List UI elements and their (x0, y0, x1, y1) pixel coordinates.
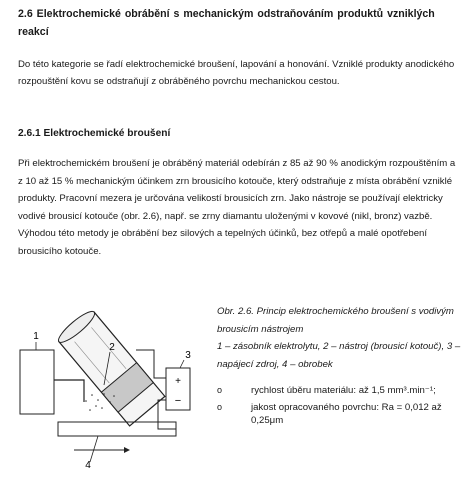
figure-label-3: 3 (185, 350, 191, 361)
bullet-text: rychlost úběru materiálu: až 1,5 mm³.min⁻¹; (251, 385, 436, 396)
bullet-item (217, 384, 462, 397)
figure-caption (217, 303, 462, 373)
bullet-item (217, 401, 462, 427)
electrolyte-reservoir (20, 350, 54, 414)
section-heading-2-6-1: 2.6.1 Elektrochemické broušení (18, 128, 171, 139)
bullet-text: jakost opracovaného povrchu: Ra = 0,012 až 0,25μm (251, 402, 442, 426)
figure-label-4: 4 (85, 460, 91, 470)
intro-paragraph: Do této kategorie se řadí elektrochemické broušení, lapování a honování. Vzniklé produkty anodického rozpouštění kovu se odstraňují z obráběného povrchu mechanickou cestou. (18, 59, 455, 88)
figure-caption-title: Obr. 2.6. Princip elektrochemického broušení s vodivým brousicím nástrojem (217, 306, 454, 335)
electrolyte-pipe (54, 380, 84, 402)
wire-negative (158, 400, 176, 429)
figure-2-6-diagram (14, 290, 214, 470)
body-paragraph: Při elektrochemickém broušení je obráběný materiál odebírán z 85 až 90 % anodickým rozpouštěním a z 10 až 15 % mechanickým účinkem zrn brousicího kotouče, který odstraňuje z místa obrábění vzniklé produkty. Pracovní mezera je určována velikostí brousicích zrn. Jako nástroje se používají elektricky vodivé brousicí kotouče (obr. 2.6), např. se zrny diamantu uloženými v kovové (nikl, bronz) vazbě. Výhodou této metody je obrábění bez silových a tepelných účinků, bez otřepů a malé opotřebení brousicího kotouče. (18, 158, 456, 257)
plus-sign: + (175, 376, 181, 387)
grinding-wheel (55, 308, 165, 426)
figure-label-1: 1 (33, 331, 39, 342)
bullet-marker: o (217, 385, 223, 395)
minus-sign: − (174, 395, 182, 407)
figure-caption-legend: 1 – zásobník elektrolytu, 2 – nástroj (brousicí kotouč), 3 – napájecí zdroj, 4 – obrobek (217, 341, 461, 370)
figure-label-2: 2 (109, 342, 115, 353)
bullet-marker: o (217, 402, 223, 412)
section-heading-2-6: 2.6 Elektrochemické obrábění s mechanickým odstraňováním produktů vzniklých reakcí (18, 8, 435, 38)
bullet-list (217, 384, 462, 431)
